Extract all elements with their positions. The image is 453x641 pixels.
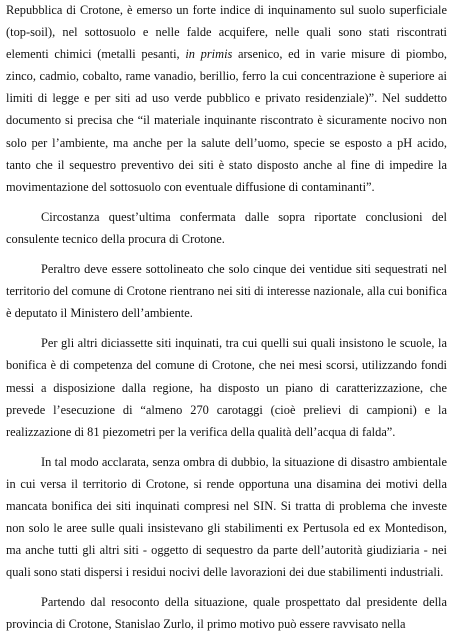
paragraph-5: In tal modo acclarata, senza ombra di dubbio, la situazione di disastro ambientale in cui versa il territorio di Crotone, si rende opportuna una disamina dei motivi della mancata bonifica dei siti inquinati compresi nel SIN. Si tratta di problema che investe non solo le aree sulle quali insistevano gli stabilimenti ex Pertusola ed ex Montedison, ma anche tutti gli altri siti - oggetto di sequestro da parte dell’autorità giudiziaria - nei quali sono stati dispersi i residui nocivi delle lavorazioni dei due stabilimenti industriali. [6,454,447,580]
paragraph-1-text-b: arsenico, ed in varie misure di piombo, zinco, cadmio, cobalto, rame vanadio, berillio, ferro la cui concentrazione è superiore ai limiti di legge e per siti ad uso verde pubblico e privato residenziale)”. Nel suddetto documento si precisa che “il materiale inquinante riscontrato è sicuramente nocivo non solo per l’ambiente, ma anche per la salute dell’uomo, specie se esposto a pH acido, tanto che il sequestro preventivo dei siti è stato disposto anche al fine di impedire la movimentazione del sottosuolo con eventuale diffusione di contaminanti”. [6,47,447,194]
paragraph-6: Partendo dal resoconto della situazione, quale prospettato dal presidente della provincia di Crotone, Stanislao Zurlo, il primo motivo può essere ravvisato nella [6,595,447,632]
paragraph-4: Per gli altri diciassette siti inquinati, tra cui quelli sui quali insistono le scuole, la bonifica è di competenza del comune di Crotone, che nei mesi scorsi, utilizzando fondi messi a disposizione dalla regione, ha disposto un piano di caratterizzazione, che prevede l’esecuzione di “almeno 270 carotaggi (cioè prelievi di campioni) e la realizzazione di 81 piezometri per la verifica della qualità dell’acqua di falda”. [6,336,447,439]
paragraph-3: Peraltro deve essere sottolineato che solo cinque dei ventidue siti sequestrati nel territorio del comune di Crotone rientrano nei siti di interesse nazionale, alla cui bonifica è deputato il Ministero dell’ambiente. [6,262,447,321]
paragraph-1-text-a: Repubblica di Crotone, è emerso un forte indice di inquinamento sul suolo superficiale (top-soil), nel sottosuolo e nelle falde acquifere, nelle quali sono stati riscontrati elementi chimici (metalli pesanti, [6,3,447,62]
paragraph-1 [6,0,447,198]
paragraph-2: Circostanza quest’ultima confermata dalle sopra riportate conclusioni del consulente tecnico della procura di Crotone. [6,209,447,246]
paragraph-1-italic-phrase: in primis [185,47,233,62]
document-page [6,0,447,641]
